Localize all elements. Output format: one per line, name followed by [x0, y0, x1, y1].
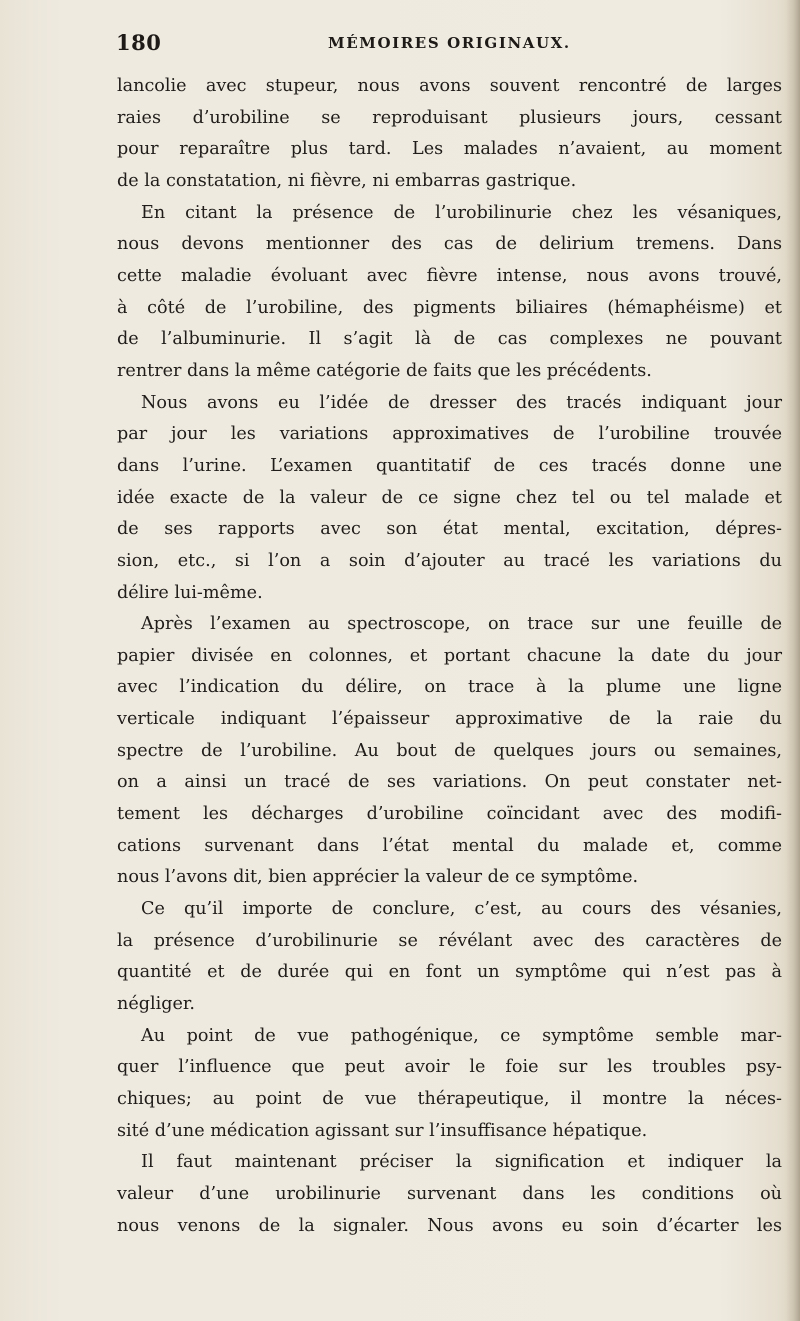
- page-number: 180: [116, 30, 162, 55]
- text-line: négliger.: [117, 994, 196, 1015]
- text-line: à côté de l’urobiline, des pigments biliaires (hémaphéisme) et: [117, 297, 782, 318]
- text-line: lancolie avec stupeur, nous avons souvent rencontré de larges: [117, 76, 782, 96]
- text-line: quantité et de durée qui en font un symptôme qui n’est pas à: [117, 962, 782, 983]
- text-line: chiques; au point de vue thérapeutique, il montre la néces-: [117, 1089, 782, 1109]
- text-line: Il faut maintenant préciser la signification et indiquer la: [141, 1152, 782, 1173]
- text-line: quer l’influence que peut avoir le foie sur les troubles psy-: [117, 1057, 782, 1078]
- text-line: Au point de vue pathogénique, ce symptôme semble mar-: [141, 1025, 782, 1046]
- text-line: pour reparaître plus tard. Les malades n’avaient, au moment: [117, 139, 782, 160]
- text-line: de la constatation, ni fièvre, ni embarras gastrique.: [117, 170, 577, 191]
- text-line: cette maladie évoluant avec fièvre intense, nous avons trouvé,: [117, 265, 782, 286]
- text-line: cations survenant dans l’état mental du malade et, comme: [117, 835, 782, 856]
- text-line: par jour les variations approximatives de l’urobiline trouvée: [117, 424, 782, 445]
- text-line: raies d’urobiline se reproduisant plusieurs jours, cessant: [117, 107, 782, 128]
- text-line: sion, etc., si l’on a soin d’ajouter au tracé les variations du: [117, 550, 782, 571]
- text-line: nous devons mentionner des cas de delirium tremens. Dans: [117, 234, 782, 255]
- running-head: MÉMOIRES ORIGINAUX.: [328, 34, 571, 52]
- text-line: Nous avons eu l’idée de dresser des tracés indiquant jour: [141, 392, 782, 413]
- text-line: nous l’avons dit, bien apprécier la valeur de ce symptôme.: [117, 867, 639, 888]
- page-edge-shadow: [786, 0, 800, 1321]
- text-line: valeur d’une urobilinurie survenant dans les conditions où: [117, 1183, 782, 1204]
- text-line: délire lui-même.: [117, 582, 263, 603]
- text-line: la présence d’urobilinurie se révélant avec des caractères de: [117, 930, 782, 951]
- text-line: de l’albuminurie. Il s’agit là de cas complexes ne pouvant: [117, 329, 782, 350]
- text-line: avec l’indication du délire, on trace à la plume une ligne: [117, 677, 782, 698]
- text-line: En citant la présence de l’urobilinurie chez les vésaniques,: [141, 202, 782, 223]
- text-line: Après l’examen au spectroscope, on trace sur une feuille de: [141, 614, 782, 635]
- text-line: tement les décharges d’urobiline coïncidant avec des modifi-: [117, 804, 782, 825]
- text-line: Ce qu’il importe de conclure, c’est, au cours des vésanies,: [141, 899, 782, 920]
- text-line: sité d’une médication agissant sur l’insuffisance hépatique.: [117, 1120, 648, 1141]
- text-line: on a ainsi un tracé de ses variations. On peut constater net-: [117, 772, 782, 793]
- text-line: verticale indiquant l’épaisseur approximative de la raie du: [117, 709, 782, 730]
- text-line: de ses rapports avec son état mental, excitation, dépres-: [117, 519, 782, 540]
- text-line: rentrer dans la même catégorie de faits que les précédents.: [117, 360, 652, 381]
- body-text: [117, 71, 782, 1242]
- text-line: idée exacte de la valeur de ce signe chez tel ou tel malade et: [117, 487, 782, 508]
- page-header: [116, 30, 776, 62]
- text-line: spectre de l’urobiline. Au bout de quelques jours ou semaines,: [117, 740, 782, 761]
- text-line: nous venons de la signaler. Nous avons eu soin d’écarter les: [117, 1215, 782, 1236]
- text-line: dans l’urine. L’examen quantitatif de ces tracés donne une: [117, 455, 782, 476]
- text-line: papier divisée en colonnes, et portant chacune la date du jour: [117, 645, 782, 666]
